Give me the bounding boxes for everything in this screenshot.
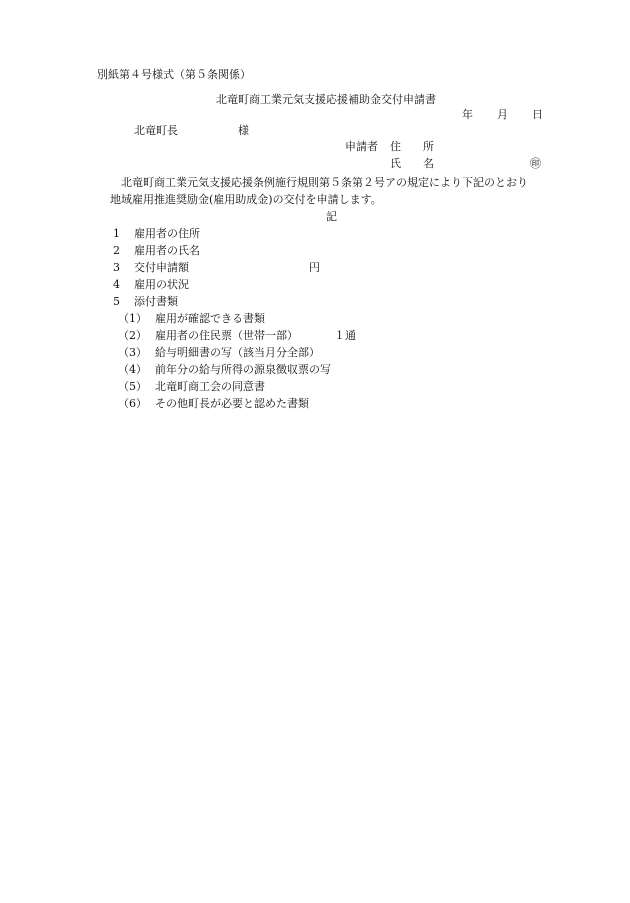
seal-mark: ㊞ bbox=[530, 157, 541, 170]
attachment-number: （3） bbox=[118, 346, 147, 359]
attachment-label: 給与明細書の写（該当月分全部） bbox=[155, 346, 320, 359]
date-day: 日 bbox=[532, 108, 543, 121]
attachment-number: （6） bbox=[118, 397, 147, 410]
applicant-name-label: 氏 名 bbox=[390, 157, 434, 170]
attachment-number: （5） bbox=[118, 380, 147, 393]
attachment-number: （4） bbox=[118, 363, 147, 376]
list-item-number: 1 bbox=[113, 227, 120, 240]
body-text-line-2: 地域雇用推進奨励金(雇用助成金)の交付を申請します。 bbox=[110, 193, 382, 206]
amount-unit: 円 bbox=[309, 261, 320, 274]
attachment-number: （1） bbox=[118, 312, 147, 325]
list-item-label: 雇用の状況 bbox=[134, 278, 189, 291]
addressee-honorific: 様 bbox=[238, 124, 249, 137]
list-item-number: 4 bbox=[113, 278, 120, 291]
document-title: 北竜町商工業元気支援応援補助金交付申請書 bbox=[216, 93, 436, 106]
date-year: 年 bbox=[462, 108, 473, 121]
attachment-label: その他町長が必要と認めた書類 bbox=[155, 397, 309, 410]
list-item-number: 3 bbox=[113, 261, 120, 274]
list-item-label: 添付書類 bbox=[134, 295, 178, 308]
attachment-copies: １通 bbox=[334, 329, 356, 342]
applicant-label: 申請者 bbox=[345, 140, 378, 153]
attachment-number: （2） bbox=[118, 329, 147, 342]
list-item-label: 雇用者の住所 bbox=[134, 227, 200, 240]
list-item-number: 2 bbox=[113, 244, 120, 257]
list-item-label: 交付申請額 bbox=[134, 261, 189, 274]
attachment-label: 前年分の給与所得の源泉徴収票の写 bbox=[155, 363, 331, 376]
attachment-label: 雇用者の住民票（世帯一部） bbox=[155, 329, 298, 342]
attachment-label: 雇用が確認できる書類 bbox=[155, 312, 265, 325]
list-item-label: 雇用者の氏名 bbox=[134, 244, 200, 257]
addressee-name: 北竜町長 bbox=[134, 124, 178, 137]
body-text-line-1: 北竜町商工業元気支援応援条例施行規則第５条第２号アの規定により下記のとおり bbox=[121, 176, 528, 189]
attachment-label: 北竜町商工会の同意書 bbox=[155, 380, 265, 393]
date-month: 月 bbox=[497, 108, 508, 121]
ki-heading: 記 bbox=[326, 210, 337, 223]
form-number: 別紙第４号様式（第５条関係） bbox=[97, 68, 251, 81]
applicant-address-label: 住 所 bbox=[390, 140, 434, 153]
list-item-number: 5 bbox=[113, 295, 120, 308]
